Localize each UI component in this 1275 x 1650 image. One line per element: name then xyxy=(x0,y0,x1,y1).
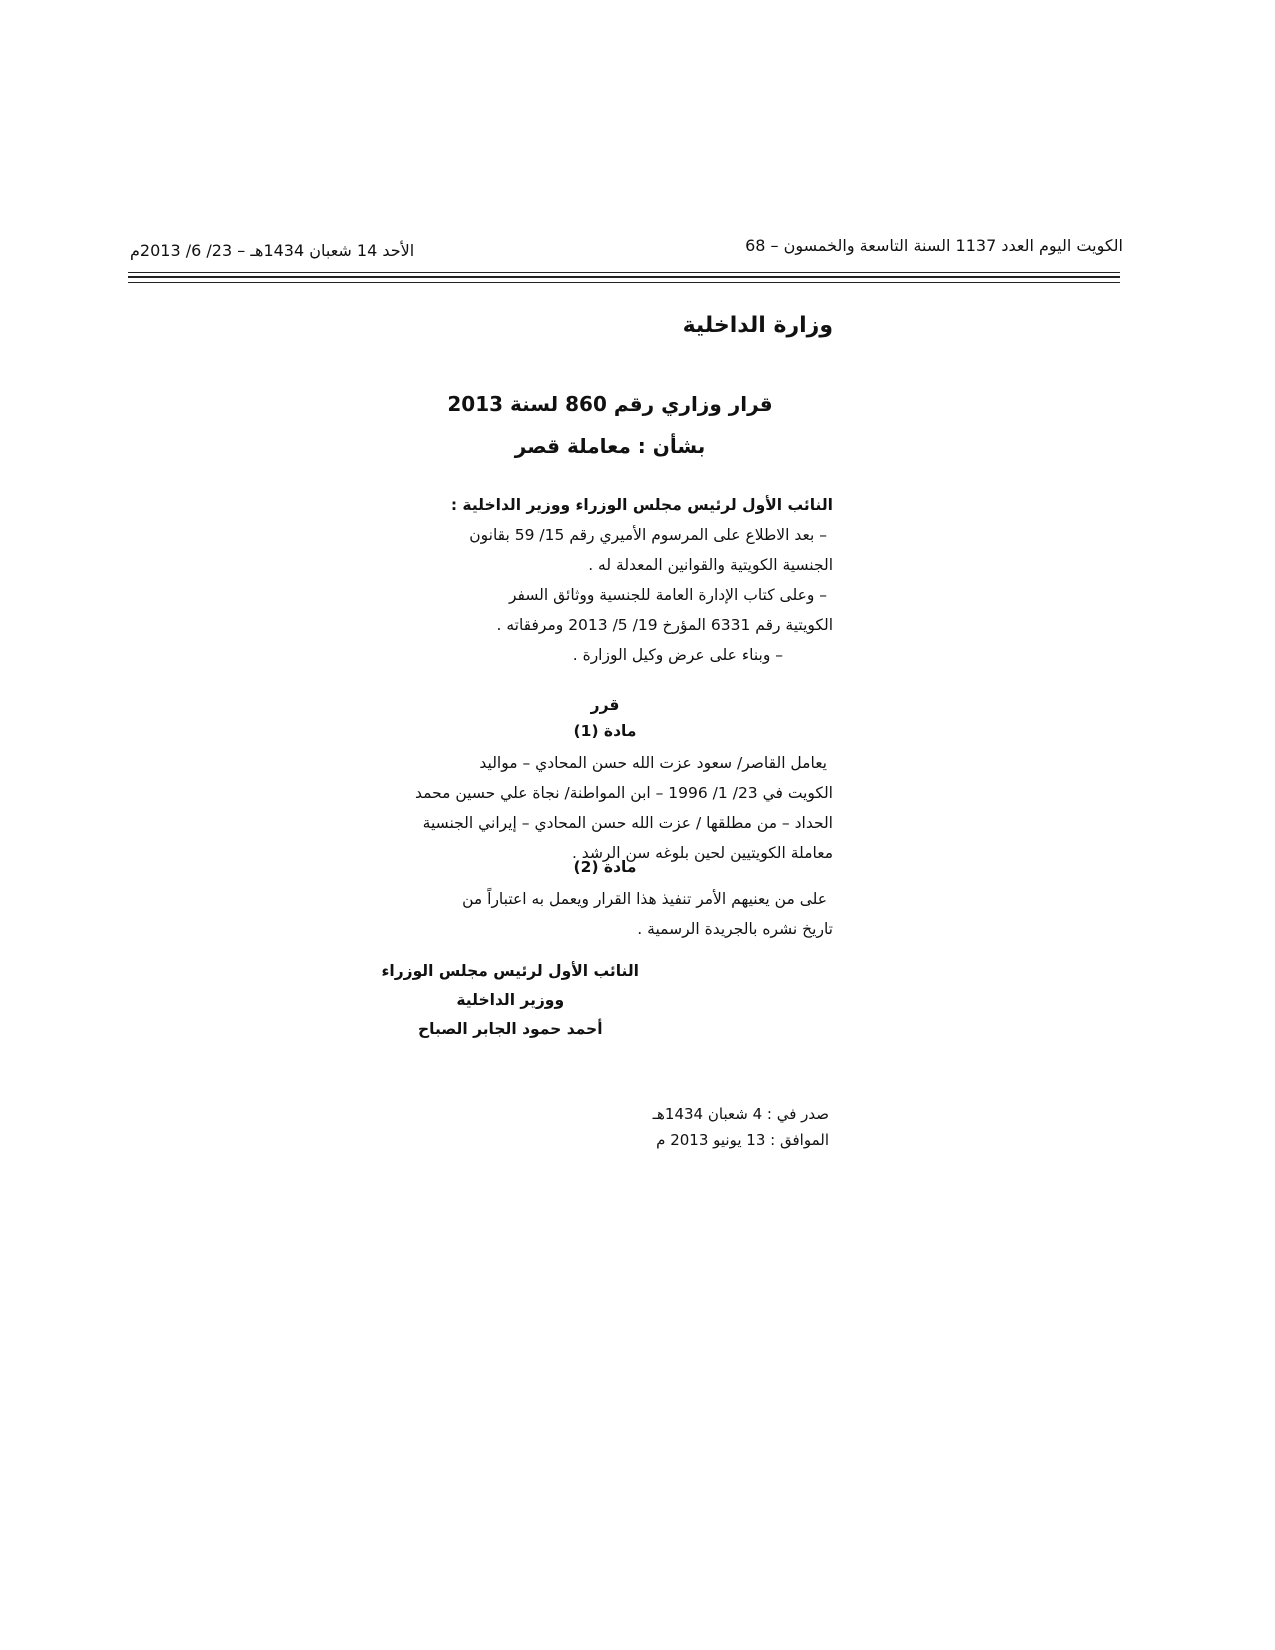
article-2-title: مادة (2) xyxy=(573,858,637,876)
header-rule xyxy=(128,282,1120,283)
decree-subject: بشأن : معاملة قصر xyxy=(514,434,706,458)
gazette-issue-header: الكويت اليوم العدد 1137 السنة التاسعة والخمسون – 68 xyxy=(745,236,1123,255)
article-line: الكويت في 23/ 1/ 1996 – ابن المواطنة/ نجاة علي حسين محمد xyxy=(415,784,833,802)
preamble-line: الكويتية رقم 6331 المؤرخ 19/ 5/ 2013 ومرفقاته . xyxy=(496,616,833,634)
article-1-body xyxy=(378,748,833,868)
preamble-line: – وبناء على عرض وكيل الوزارة . xyxy=(572,646,783,664)
issue-date-hijri: صدر في : 4 شعبان 1434هـ xyxy=(652,1105,829,1123)
issue-date-gregorian: الموافق : 13 يونيو 2013 م xyxy=(656,1131,829,1149)
article-1-title: مادة (1) xyxy=(573,722,637,740)
preamble-line: الجنسية الكويتية والقوانين المعدلة له . xyxy=(588,556,833,574)
article-line: معاملة الكويتيين لحين بلوغه سن الرشد . xyxy=(571,844,833,862)
preamble-heading: النائب الأول لرئيس مجلس الوزراء ووزير الداخلية : xyxy=(450,496,833,514)
article-line: الحداد – من مطلقها / عزت الله حسن المحادي – إيراني الجنسية xyxy=(422,814,833,832)
preamble xyxy=(378,490,833,670)
gazette-date-header: الأحد 14 شعبان 1434هـ – 23/ 6/ 2013م xyxy=(130,241,415,260)
signatory-title: النائب الأول لرئيس مجلس الوزراء xyxy=(381,962,639,980)
article-line: على من يعنيهم الأمر تنفيذ هذا القرار ويعمل به اعتباراً من xyxy=(462,890,827,908)
article-line: تاريخ نشره بالجريدة الرسمية . xyxy=(637,920,833,938)
decision-label: قرر xyxy=(590,696,620,714)
issue-date-block xyxy=(653,1101,829,1153)
header-rule xyxy=(128,276,1120,278)
article-2-body xyxy=(378,884,833,944)
signatory-name: أحمد حمود الجابر الصباح xyxy=(417,1020,603,1038)
signatory-ministry: ووزير الداخلية xyxy=(456,991,565,1009)
signature-block xyxy=(382,957,640,1044)
article-line: يعامل القاصر/ سعود عزت الله حسن المحادي – مواليد xyxy=(479,754,827,772)
decree-title: قرار وزاري رقم 860 لسنة 2013 xyxy=(447,392,773,416)
ministry-name: وزارة الداخلية xyxy=(682,313,833,338)
header-rule xyxy=(128,272,1120,273)
preamble-line: – بعد الاطلاع على المرسوم الأميري رقم 15/ 59 بقانون xyxy=(469,526,827,544)
preamble-line: – وعلى كتاب الإدارة العامة للجنسية ووثائق السفر xyxy=(508,586,827,604)
